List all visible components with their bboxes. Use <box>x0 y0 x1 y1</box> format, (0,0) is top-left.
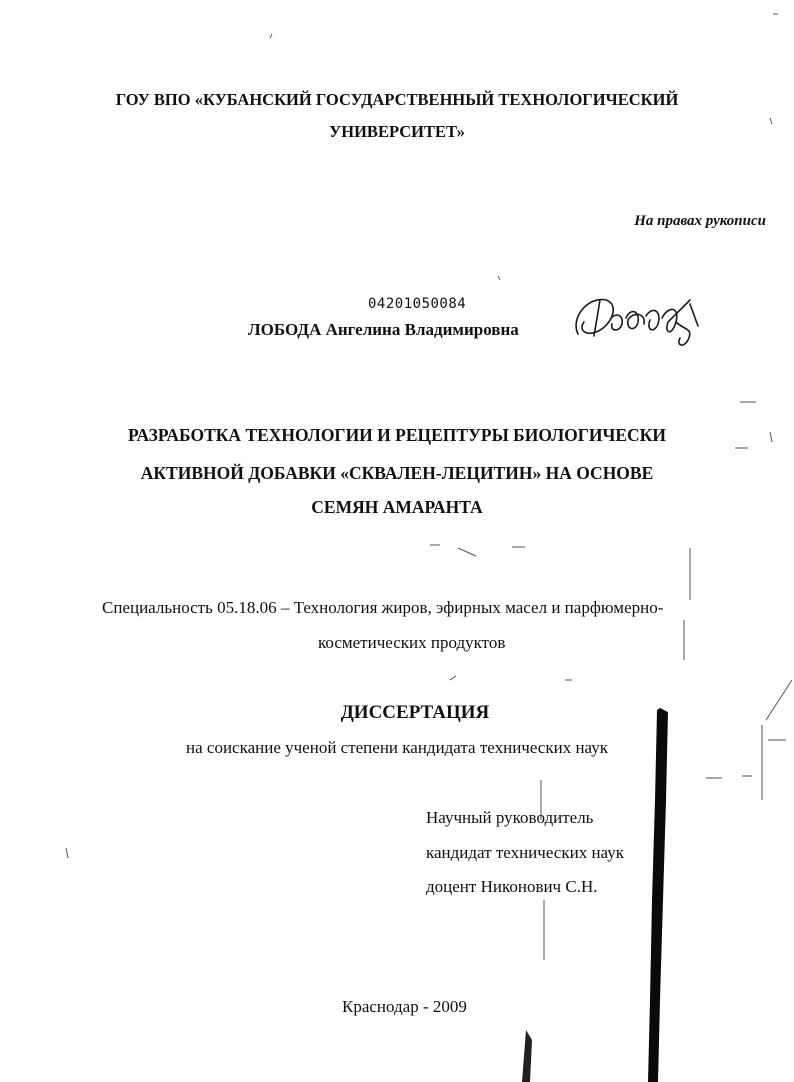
specialty-line-1: Специальность 05.18.06 – Технология жиров, эфирных масел и парфюмерно- <box>102 598 664 617</box>
city-year: Краснодар - 2009 <box>342 997 467 1016</box>
document-code: 04201050084 <box>368 296 467 312</box>
organization-line-2: УНИВЕРСИТЕТ» <box>329 122 465 141</box>
dissertation-subtitle: на соискание ученой степени кандидата технических наук <box>186 738 609 757</box>
manuscript-note: На правах рукописи <box>634 213 766 229</box>
supervisor-line-2: кандидат технических наук <box>426 843 624 862</box>
supervisor-line-3: доцент Никонович С.Н. <box>426 877 598 896</box>
author-name: ЛОБОДА Ангелина Владимировна <box>248 320 519 339</box>
title-line-2: АКТИВНОЙ ДОБАВКИ «СКВАЛЕН-ЛЕЦИТИН» НА ОСНОВЕ <box>140 463 654 483</box>
title-line-3: СЕМЯН АМАРАНТА <box>311 497 483 517</box>
title-line-1: РАЗРАБОТКА ТЕХНОЛОГИИ И РЕЦЕПТУРЫ БИОЛОГИЧЕСКИ <box>128 425 666 445</box>
supervisor-line-1: Научный руководитель <box>426 808 594 827</box>
specialty-line-2: косметических продуктов <box>318 633 506 652</box>
dissertation-heading: ДИССЕРТАЦИЯ <box>340 702 490 723</box>
author-signature <box>576 300 698 346</box>
organization-line-1: ГОУ ВПО «КУБАНСКИЙ ГОСУДАРСТВЕННЫЙ ТЕХНОЛОГИЧЕСКИЙ <box>115 90 679 109</box>
